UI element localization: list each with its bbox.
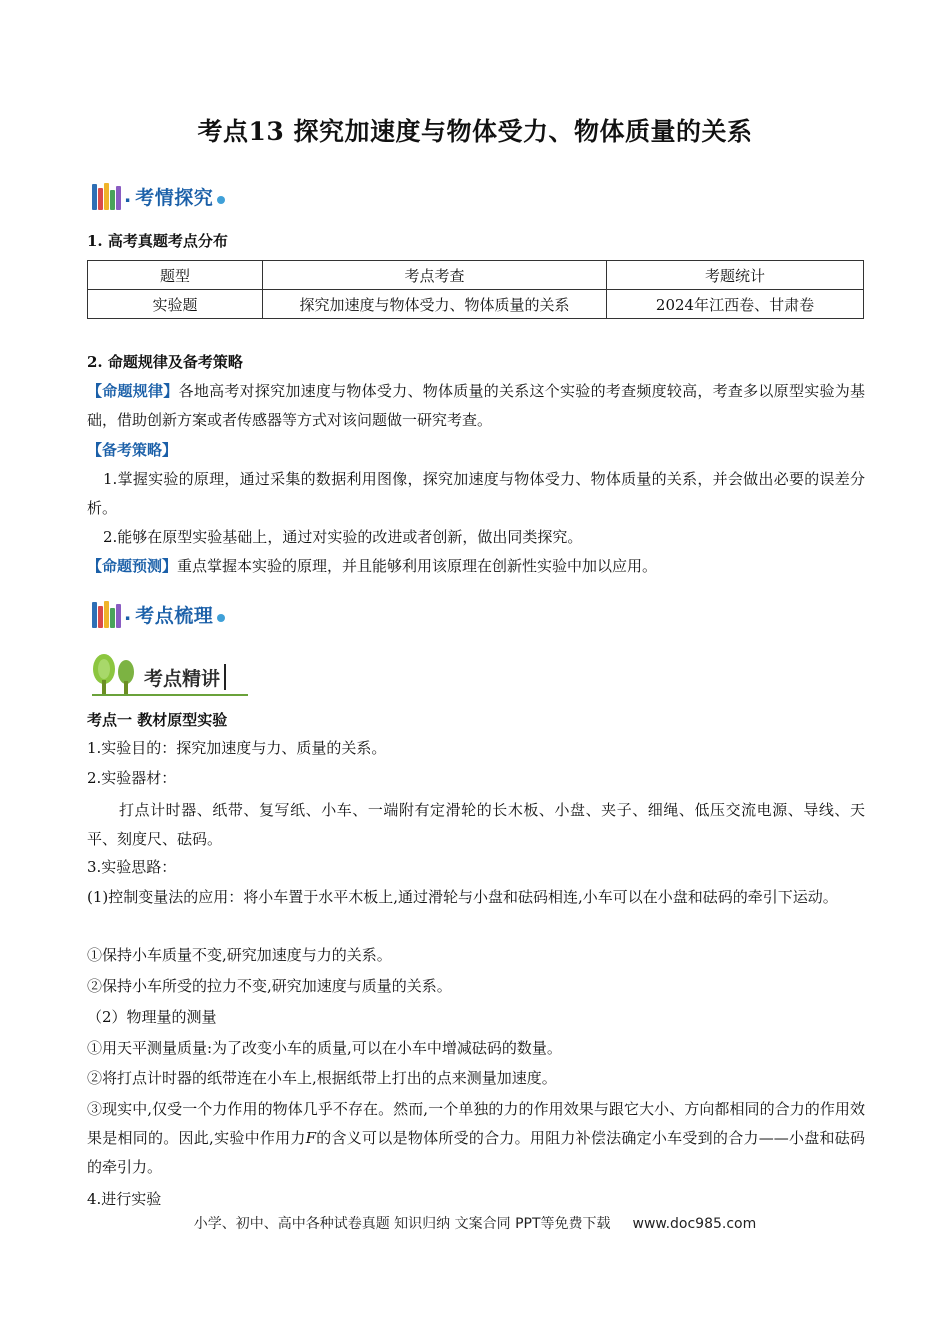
- content-line: (1)控制变量法的应用：将小车置于水平木板上,通过滑轮与小盘和砝码相连,小车可以在小盘和砝码的牵引下运动。: [87, 888, 838, 906]
- footer-text: 小学、初中、高中各种试卷真题 知识归纳 文案合同 PPT等免费下载: [193, 1216, 611, 1232]
- banner-dot: [217, 614, 225, 622]
- strategy-tag-line: [87, 436, 865, 465]
- banner-label: 考点精讲: [144, 668, 221, 690]
- table-header-cell: 题型: [88, 261, 263, 290]
- content-line: 4.进行实验: [87, 1190, 162, 1208]
- tree-icon: [90, 652, 142, 696]
- strategy-item-2: 2.能够在原型实验基础上，通过对实验的改进或者创新，做出同类探究。: [103, 528, 583, 546]
- content-line: ①用天平测量质量:为了改变小车的质量,可以在小车中增减砝码的数量。: [87, 1039, 562, 1057]
- books-icon: [92, 600, 122, 628]
- footer-url[interactable]: www.doc985.com: [632, 1216, 757, 1232]
- page-footer: [0, 1213, 950, 1233]
- content-line: ②将打点计时器的纸带连在小车上,根据纸带上打出的点来测量加速度。: [87, 1069, 557, 1087]
- table-cell: 探究加速度与物体受力、物体质量的关系: [263, 290, 607, 319]
- banner-dot-prefix: .: [124, 603, 132, 625]
- page-title: 考点13 探究加速度与物体受力、物体质量的关系: [197, 117, 753, 146]
- content-line: 2.实验器材：: [87, 769, 177, 787]
- rule-tag: 【命题规律】: [87, 382, 179, 400]
- content-line: ②保持小车所受的拉力不变,研究加速度与质量的关系。: [87, 977, 452, 995]
- section-heading-distribution: 1. 高考真题考点分布: [87, 232, 228, 250]
- banner-dot: [217, 196, 225, 204]
- point-one-heading: 考点一 教材原型实验: [87, 711, 228, 729]
- books-icon: [92, 182, 122, 210]
- table-cell: 2024年江西卷、甘肃卷: [607, 290, 864, 319]
- content-paragraph: [87, 1095, 865, 1182]
- content-line: 打点计时器、纸带、复写纸、小车、一端附有定滑轮的长木板、小盘、夹子、细绳、低压交流电源、导线、天平、刻度尺、砝码。: [87, 801, 865, 848]
- strategy-tag: 【备考策略】: [87, 441, 178, 459]
- table-row: [88, 290, 864, 319]
- variable-f: F: [305, 1129, 317, 1147]
- rule-text: 各地高考对探究加速度与物体受力、物体质量的关系这个实验的考查频度较高，考查多以原型实验为基础，借助创新方案或者传感器等方式对该问题做一研究考查。: [87, 382, 865, 429]
- text-cursor: [224, 664, 226, 690]
- banner-dot-prefix: .: [124, 185, 132, 207]
- content-line: 1.实验目的：探究加速度与力、质量的关系。: [87, 739, 387, 757]
- strategy-item-1: 1.掌握实验的原理，通过采集的数据利用图像，探究加速度与物体受力、物体质量的关系，并会做出必要的误差分析。: [87, 470, 865, 517]
- content-line: （2）物理量的测量: [87, 1008, 217, 1026]
- rule-paragraph: [87, 377, 865, 435]
- predict-text: 重点掌握本实验的原理，并且能够利用该原理在创新性实验中加以应用。: [177, 557, 658, 575]
- section-banner-kaodian: [92, 594, 225, 634]
- content-text: ③现实中,仅受一个力作用的物体几乎不存在。然而,一个单独的力的作用效果与跟它大小、方向都相同的合力的作用效果是相同的。因此,实验中作用力: [87, 1100, 865, 1147]
- section-heading-strategy: 2. 命题规律及备考策略: [87, 353, 243, 371]
- content-line: 3.实验思路：: [87, 858, 177, 876]
- predict-tag: 【命题预测】: [87, 557, 178, 575]
- predict-paragraph: [87, 552, 865, 581]
- banner-label: 考点梳理: [135, 604, 214, 627]
- content-text: 的含义可以是物体所受的合力。用阻力补偿法确定小车受到的合力——小盘和砝码的牵引力。: [87, 1129, 865, 1176]
- content-line: ①保持小车质量不变,研究加速度与力的关系。: [87, 946, 392, 964]
- section-banner-kaoqing: [92, 176, 225, 216]
- table-cell: 实验题: [88, 290, 263, 319]
- banner-label: 考情探究: [135, 186, 214, 209]
- table-header-row: [88, 261, 864, 290]
- exam-distribution-table: [87, 260, 864, 319]
- table-header-cell: 考点考查: [263, 261, 607, 290]
- banner-underline: [92, 694, 248, 696]
- table-header-cell: 考题统计: [607, 261, 864, 290]
